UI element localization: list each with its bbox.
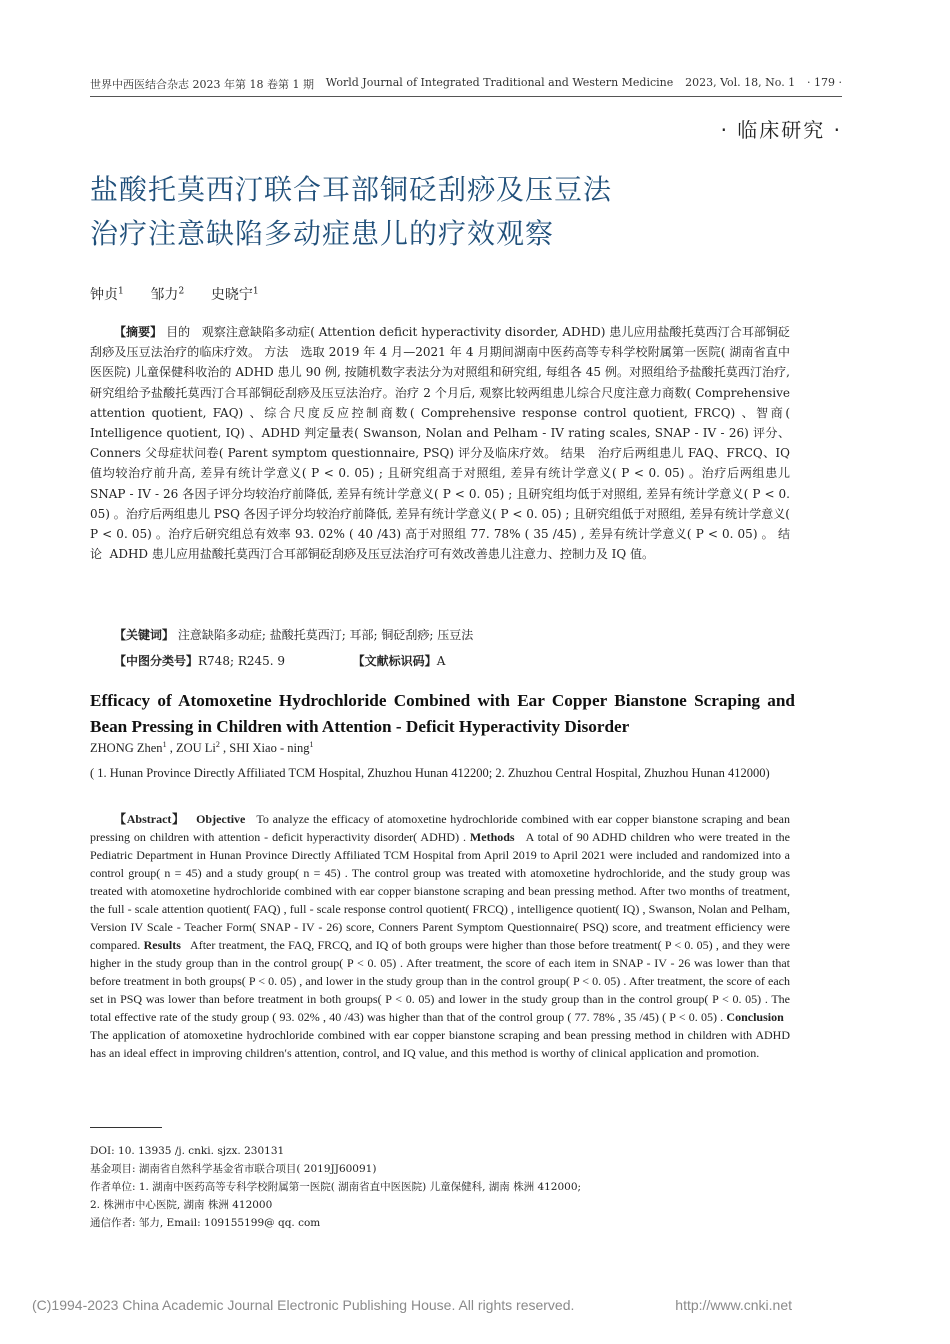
title-cn-line-1: 盐酸托莫西汀联合耳部铜砭刮痧及压豆法 <box>90 173 613 206</box>
keywords-text: 注意缺陷多动症; 盐酸托莫西汀; 耳部; 铜砭刮痧; 压豆法 <box>177 628 474 642</box>
keywords-label: 【关键词】 <box>114 628 175 642</box>
results-text-cn: 治疗后两组患儿 FAQ、FRCQ、IQ 值均较治疗前升高, 差异有统计学意义( P < 0. 05) ; 且研究组高于对照组, 差异有统计学意义( P < 0. 05) 。治疗后两组患儿 SNAP - IV - 26 各因子评分均较治疗前降低, 差异有统计学意义( P < 0. 05) ; 且研究组均低于对照组, 差异有统计学意义( P < 0. 05) 。治疗后两组患儿 PSQ 各因子评分均较治疗前降低, 差异有统计学意义( P < 0. 05) ; 且研究组低于对照组, 差异有统计学意义( P < 0. 05) 。治疗后研究组总有效率 93. 02% ( 40 /43) 高于对照组 77. 78% ( 35 /45) , 差异有统计学意义( P < 0. 05) 。 <box>90 446 790 542</box>
objective-label-cn: 目的 <box>166 325 191 339</box>
affiliations-en: ( 1. Hunan Province Directly Affiliated TCM Hospital, Zhuzhou Hunan 412200; 2. Zhuzhou Central Hospital, Zhuzhou Hunan 412000) <box>90 766 770 780</box>
author-affil-sup: 2 <box>178 286 185 297</box>
copyright-url: http://www.cnki.net <box>675 1297 792 1313</box>
title-en: Efficacy of Atomoxetine Hydrochloride Combined with Ear Copper Bianstone Scraping and Bean Pressing in Children with Attention - Deficit Hyperactivity Disorder <box>90 691 795 736</box>
running-head <box>90 76 842 92</box>
author-en: ZHONG Zhen <box>90 741 163 756</box>
abstract-cn <box>90 322 790 564</box>
methods-label-cn: 方法 <box>264 345 289 360</box>
keywords <box>114 626 473 643</box>
journal-name-en: World Journal of Integrated Traditional and Western Medicine <box>325 76 674 89</box>
classification <box>114 652 445 669</box>
footnote-rule <box>90 1127 162 1128</box>
footnotes <box>90 1142 790 1232</box>
abstract-en-label: 【Abstract】 <box>114 812 185 826</box>
author-cn: 钟贞 <box>90 287 118 303</box>
title-cn <box>90 168 850 256</box>
doc-code-label: 【文献标识码】 <box>352 654 437 668</box>
conclusion-text-cn: ADHD 患儿应用盐酸托莫西汀合耳部铜砭刮痧及压豆法治疗可有效改善患儿注意力、控制力及 IQ 值。 <box>109 547 655 562</box>
authors-cn <box>90 284 259 304</box>
author-affil-sup: 1 <box>252 286 259 297</box>
authors-en: ZHONG Zhen$^1$ , ZOU Li$^2$ , SHI Xiao - ning$^1$ <box>90 740 314 756</box>
methods-text-cn: 选取 2019 年 4 月—2021 年 4 月期间湖南中医药高等专科学校附属第一医院( 湖南省直中医医院) 儿童保健科收治的 ADHD 患儿 90 例, 按随机数字表法分为对照组和研究组, 每组各 45 例。对照组给予盐酸托莫西汀治疗, 研究组给予盐酸托莫西汀合耳部铜砭刮痧及压豆法治疗。治疗 2 个月后, 观察比较两组患儿综合尺度注意力商数( Comprehensive attention quotient, FAQ) 、综合尺度反应控制商数( Comprehensive response control quotient, FRCQ) 、智商( Intelligence quotient, IQ) 、ADHD 判定量表( Swanson, Nolan and Pelham - IV rating scales, SNAP - IV - 26) 评分、Conners 父母症状问卷( Parent symptom questionnaire, PSQ) 评分及临床疗效。 <box>90 345 790 461</box>
objective-text-en: To analyze the efficacy of atomoxetine hydrochloride combined with ear copper bianstone scraping and bean pressing on children with attention - deficit hyperactivity disorder( ADHD) . <box>90 812 791 844</box>
clc-label: 【中图分类号】 <box>114 654 199 668</box>
copyright-watermark <box>32 1297 792 1313</box>
header-rule <box>90 96 842 97</box>
results-label-en: Results <box>143 938 181 952</box>
methods-text-en: A total of 90 ADHD children who were treated in the Pediatric Department in Hunan Province Directly Affiliated TCM Hospital from April 2019 to April 2021 were included and randomized into a control group( n = 45) and a study group( n = 45) . The control group was treated with atomoxetine hydrochloride, and the study group was treated with atomoxetine hydrochloride combined with ear copper bianstone scraping and bean pressing method. After two months of treatment, the full - scale attention quotient( FAQ) , full - scale response control quotient( FRCQ) , intelligence quotient( IQ) , Swanson, Nolan and Pelham, Version IV Scale - Teacher Form( SNAP - IV - 26) score, Conners Parent Symptom Questionnaire( PSQ) score, and treatment efficiency were compared. <box>90 830 791 952</box>
author-affil-sup: 1 <box>309 740 314 749</box>
conclusion-label-cn: 结论 <box>90 527 790 562</box>
title-cn-line-2: 治疗注意缺陷多动症患儿的疗效观察 <box>90 217 555 250</box>
author-affil-sup: 1 <box>118 286 124 297</box>
author-en: ZOU Li <box>175 741 216 756</box>
conclusion-text-en: The application of atomoxetine hydrochloride combined with ear copper bianstone scraping and bean pressing method in children with ADHD has an ideal effect in improving children′s attention, control, and IQ value, and this method is worthy of clinical application and promotion. <box>90 1028 790 1060</box>
page-number: · 179 · <box>807 76 842 89</box>
journal-name-cn: 世界中西医结合杂志 2023 年第 18 卷第 1 期 <box>90 78 314 91</box>
correspondence: 通信作者: 邹力, Email: 109155199@ qq. com <box>90 1217 321 1229</box>
copyright-text: (C)1994-2023 China Academic Journal Electronic Publishing House. All rights reserved. <box>32 1297 575 1313</box>
author-cn: 邹力 <box>150 287 179 303</box>
doc-code: A <box>436 654 446 668</box>
author-affil-sup: 2 <box>215 740 220 749</box>
objective-label-en: Objective <box>196 812 246 826</box>
clc-number: R748; R245. 9 <box>198 654 286 668</box>
objective-text-cn: 观察注意缺陷多动症( Attention deficit hyperactivity disorder, ADHD) 患儿应用盐酸托莫西汀合耳部铜砭刮痧及压豆法治疗的临床疗效。 <box>90 325 790 360</box>
author-affiliation-1: 作者单位: 1. 湖南中医药高等专科学校附属第一医院( 湖南省直中医医院) 儿童保健科, 湖南 株洲 412000; <box>90 1181 582 1193</box>
conclusion-label-en: Conclusion <box>726 1010 784 1024</box>
author-cn: 史晓宁 <box>210 287 253 303</box>
abstract-cn-label: 【摘要】 <box>114 325 163 339</box>
author-en: SHI Xiao - ning <box>229 741 310 756</box>
author-affiliation-2: 2. 株洲市中心医院, 湖南 株洲 412000 <box>90 1199 273 1211</box>
fund: 基金项目: 湖南省自然科学基金省市联合项目( 2019JJ60091) <box>90 1163 377 1175</box>
abstract-en <box>90 810 790 1062</box>
author-affil-sup: 1 <box>162 740 167 749</box>
results-text-en: After treatment, the FAQ, FRCQ, and IQ of both groups were higher than those before treatment( P < 0. 05) , and they were higher in the study group than in the control group( P < 0. 05) . After treatment, the score of each item in SNAP - IV - 26 was lower than that before treatment in both groups( P < 0. 05) , and lower in the study group than in the control group( P < 0. 05) . After treatment, the score of each set in PSQ was lower than before treatment in both groups( P < 0. 05) and lower in the study group than in the control group( P < 0. 05) . The total effective rate of the study group ( 93. 02% , 40 /43) was higher than that of the control group ( 77. 78% , 35 /45) ( P < 0. 05) . <box>90 938 790 1024</box>
section-label: · 临床研究 · <box>720 118 842 142</box>
journal-volume: 2023, Vol. 18, No. 1 <box>685 76 796 89</box>
doi: DOI: 10. 13935 /j. cnki. sjzx. 230131 <box>90 1145 285 1157</box>
results-label-cn: 结果 <box>560 446 586 461</box>
methods-label-en: Methods <box>469 830 515 844</box>
